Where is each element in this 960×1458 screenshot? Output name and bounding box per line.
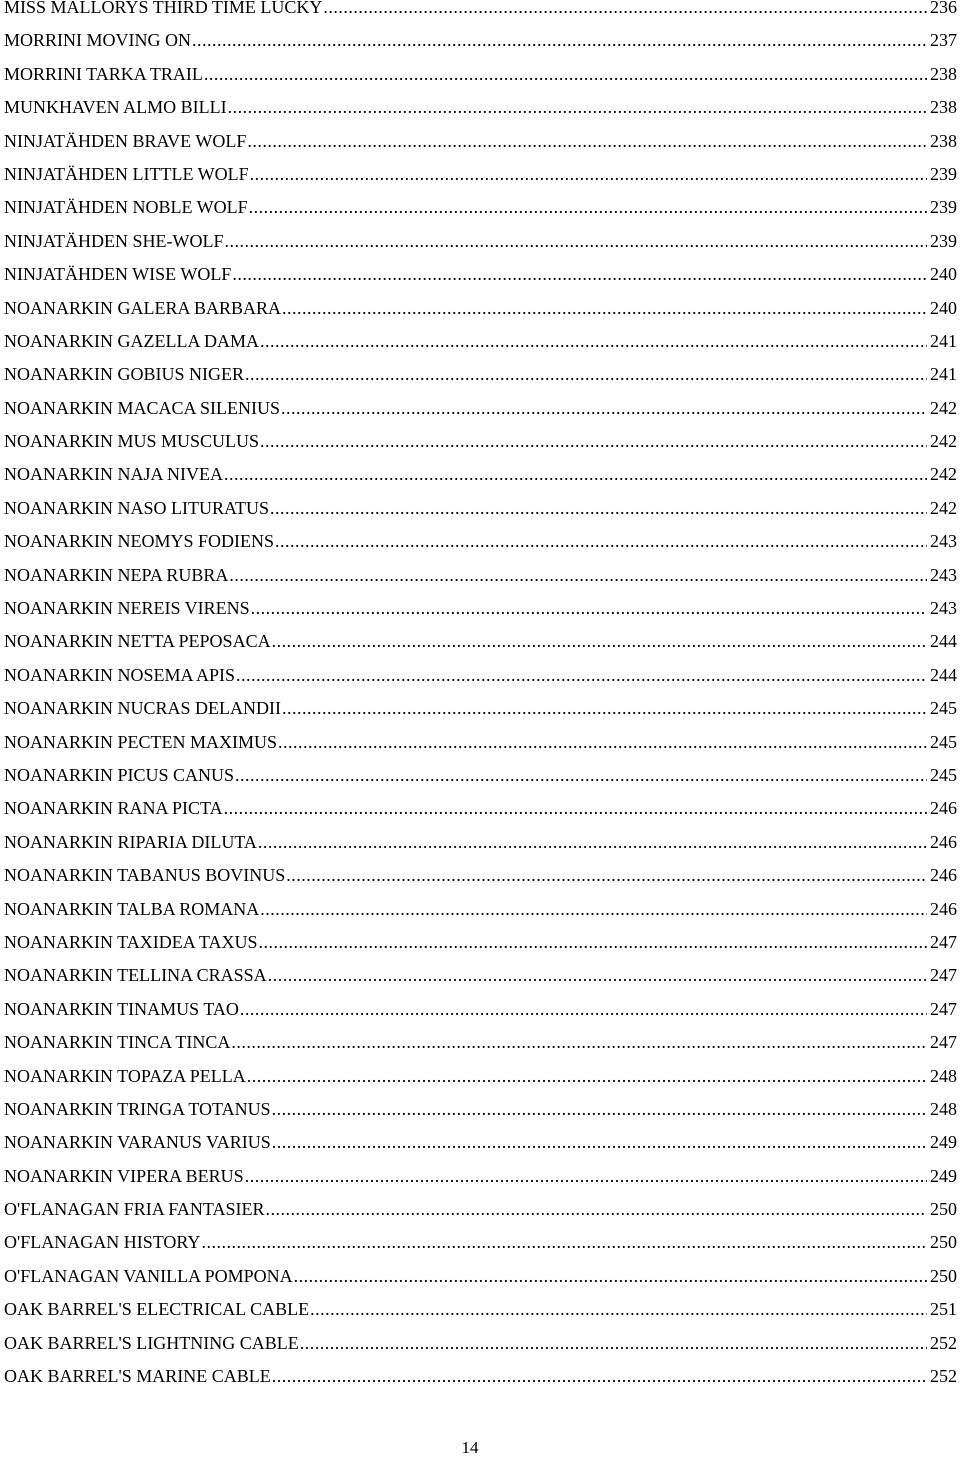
toc-entry-title: NOANARKIN NAJA NIVEA	[4, 464, 223, 485]
toc-entry-page: 238	[930, 130, 957, 151]
toc-entry-title: NOANARKIN TABANUS BOVINUS	[4, 865, 286, 886]
toc-entry[interactable]	[4, 1226, 957, 1259]
toc-entry-title: MISS MALLORYS THIRD TIME LUCKY	[4, 0, 323, 17]
toc-entry-title: NOANARKIN PECTEN MAXIMUS	[4, 731, 278, 752]
toc-entry-title: MORRINI MOVING ON	[4, 30, 191, 51]
toc-entry-page: 239	[930, 163, 957, 184]
toc-entry[interactable]	[4, 191, 957, 224]
toc-entry[interactable]	[4, 1126, 957, 1159]
toc-entry-title: NOANARKIN PICUS CANUS	[4, 764, 235, 785]
toc-entry[interactable]	[4, 1026, 957, 1059]
dot-leader	[258, 826, 927, 859]
toc-entry[interactable]	[4, 1160, 957, 1193]
toc-entry-page: 243	[930, 564, 957, 585]
toc-entry-title: OAK BARREL'S MARINE CABLE	[4, 1366, 271, 1387]
toc-entry-page: 248	[930, 1098, 957, 1119]
toc-entry-title: OAK BARREL'S LIGHTNING CABLE	[4, 1332, 299, 1353]
toc-entry-title: NOANARKIN VIPERA BERUS	[4, 1165, 244, 1186]
dot-leader	[245, 358, 927, 391]
toc-entry[interactable]	[4, 1260, 957, 1293]
dot-leader	[286, 859, 927, 892]
toc-entry-page: 252	[930, 1366, 957, 1387]
toc-entry-title: NOANARKIN RANA PICTA	[4, 798, 223, 819]
toc-entry-page: 245	[930, 731, 957, 752]
toc-entry-title: NOANARKIN NOSEMA APIS	[4, 664, 236, 685]
dot-leader	[229, 559, 927, 592]
toc-entry-title: NOANARKIN TALBA ROMANA	[4, 898, 260, 919]
toc-entry-page: 245	[930, 764, 957, 785]
toc-entry-page: 245	[930, 698, 957, 719]
dot-leader	[281, 392, 927, 425]
toc-entry[interactable]	[4, 692, 957, 725]
toc-entry-page: 250	[930, 1199, 957, 1220]
dot-leader	[260, 893, 927, 926]
toc-entry-page: 238	[930, 97, 957, 118]
dot-leader	[282, 292, 927, 325]
dot-leader	[278, 726, 927, 759]
toc-entry-page: 242	[930, 431, 957, 452]
toc-entry-page: 239	[930, 230, 957, 251]
toc-entry-title: NOANARKIN NUCRAS DELANDII	[4, 698, 281, 719]
toc-entry-title: NOANARKIN TRINGA TOTANUS	[4, 1098, 271, 1119]
toc-entry-page: 237	[930, 30, 957, 51]
table-of-contents	[4, 0, 957, 1393]
page-number: 14	[461, 1438, 479, 1457]
toc-entry-page: 241	[930, 364, 957, 385]
toc-entry-page: 250	[930, 1265, 957, 1286]
toc-entry[interactable]	[4, 1327, 957, 1360]
toc-entry[interactable]	[4, 1193, 957, 1226]
dot-leader	[272, 1093, 927, 1126]
toc-entry[interactable]	[4, 792, 957, 825]
toc-entry-page: 246	[930, 898, 957, 919]
dot-leader	[258, 926, 927, 959]
dot-leader	[282, 692, 927, 725]
toc-entry-title: O'FLANAGAN FRIA FANTASIER	[4, 1199, 265, 1220]
dot-leader	[224, 792, 927, 825]
dot-leader	[294, 1260, 927, 1293]
dot-leader	[272, 1360, 927, 1393]
toc-entry-page: 246	[930, 865, 957, 886]
toc-entry-page: 240	[930, 297, 957, 318]
toc-entry[interactable]	[4, 358, 957, 391]
dot-leader	[204, 58, 927, 91]
dot-leader	[268, 959, 927, 992]
toc-entry-title: MUNKHAVEN ALMO BILLI	[4, 97, 227, 118]
toc-entry-title: NOANARKIN NETTA PEPOSACA	[4, 631, 271, 652]
toc-entry[interactable]	[4, 392, 957, 425]
toc-entry-page: 242	[930, 397, 957, 418]
toc-entry-title: O'FLANAGAN VANILLA POMPONA	[4, 1265, 293, 1286]
toc-entry-title: NINJATÄHDEN WISE WOLF	[4, 264, 232, 285]
dot-leader	[260, 425, 927, 458]
toc-entry-title: NINJATÄHDEN LITTLE WOLF	[4, 163, 249, 184]
toc-entry-title: NOANARKIN NEREIS VIRENS	[4, 598, 250, 619]
dot-leader	[272, 1126, 927, 1159]
toc-entry-page: 240	[930, 264, 957, 285]
dot-leader	[300, 1327, 927, 1360]
toc-entry[interactable]	[4, 458, 957, 491]
toc-entry-title: O'FLANAGAN HISTORY	[4, 1232, 201, 1253]
toc-entry-title: NOANARKIN MUS MUSCULUS	[4, 431, 260, 452]
toc-entry[interactable]	[4, 625, 957, 658]
dot-leader	[249, 191, 927, 224]
dot-leader	[201, 1226, 927, 1259]
toc-entry-title: NOANARKIN NEOMYS FODIENS	[4, 531, 275, 552]
toc-entry[interactable]	[4, 292, 957, 325]
toc-entry-page: 244	[930, 664, 957, 685]
dot-leader	[270, 492, 927, 525]
toc-entry[interactable]	[4, 425, 957, 458]
toc-entry-title: NOANARKIN TINCA TINCA	[4, 1032, 231, 1053]
toc-entry-page: 236	[930, 0, 957, 17]
toc-entry[interactable]	[4, 859, 957, 892]
toc-entry[interactable]	[4, 926, 957, 959]
toc-entry[interactable]	[4, 158, 957, 191]
dot-leader	[224, 458, 927, 491]
dot-leader	[251, 592, 927, 625]
toc-entry-page: 241	[930, 330, 957, 351]
toc-entry-page: 242	[930, 497, 957, 518]
toc-entry-title: NOANARKIN TINAMUS TAO	[4, 998, 239, 1019]
dot-leader	[323, 0, 927, 24]
dot-leader	[275, 525, 927, 558]
toc-entry[interactable]	[4, 759, 957, 792]
toc-entry[interactable]	[4, 258, 957, 291]
toc-entry[interactable]	[4, 0, 957, 24]
toc-entry[interactable]	[4, 1293, 957, 1326]
toc-entry[interactable]	[4, 559, 957, 592]
toc-entry-title: NOANARKIN GALERA BARBARA	[4, 297, 282, 318]
toc-entry-page: 243	[930, 531, 957, 552]
toc-entry[interactable]	[4, 492, 957, 525]
dot-leader	[236, 659, 927, 692]
toc-entry-title: NOANARKIN NEPA RUBRA	[4, 564, 229, 585]
toc-entry-title: NOANARKIN NASO LITURATUS	[4, 497, 269, 518]
toc-entry[interactable]	[4, 726, 957, 759]
dot-leader	[231, 1026, 927, 1059]
toc-entry[interactable]	[4, 1060, 957, 1093]
toc-entry-page: 242	[930, 464, 957, 485]
toc-entry[interactable]	[4, 325, 957, 358]
toc-entry-page: 247	[930, 998, 957, 1019]
dot-leader	[235, 759, 927, 792]
dot-leader	[240, 993, 927, 1026]
dot-leader	[310, 1293, 927, 1326]
toc-entry-title: NOANARKIN RIPARIA DILUTA	[4, 831, 257, 852]
dot-leader	[272, 625, 927, 658]
toc-entry[interactable]	[4, 1360, 957, 1393]
toc-entry-page: 238	[930, 63, 957, 84]
toc-entry-title: OAK BARREL'S ELECTRICAL CABLE	[4, 1299, 310, 1320]
toc-entry-title: NOANARKIN GAZELLA DAMA	[4, 330, 259, 351]
dot-leader	[228, 91, 927, 124]
toc-entry-page: 251	[930, 1299, 957, 1320]
toc-entry-page: 246	[930, 831, 957, 852]
dot-leader	[224, 225, 927, 258]
toc-entry[interactable]	[4, 525, 957, 558]
toc-entry-page: 248	[930, 1065, 957, 1086]
toc-entry-page: 239	[930, 197, 957, 218]
toc-entry-title: NOANARKIN TAXIDEA TAXUS	[4, 931, 258, 952]
toc-entry[interactable]	[4, 592, 957, 625]
toc-entry-title: MORRINI TARKA TRAIL	[4, 63, 203, 84]
toc-entry-page: 249	[930, 1132, 957, 1153]
toc-entry-title: NOANARKIN TOPAZA PELLA	[4, 1065, 246, 1086]
toc-entry-title: NOANARKIN GOBIUS NIGER	[4, 364, 244, 385]
dot-leader	[260, 325, 927, 358]
toc-entry-title: NINJATÄHDEN SHE-WOLF	[4, 230, 224, 251]
toc-entry-page: 247	[930, 931, 957, 952]
toc-entry-page: 243	[930, 598, 957, 619]
toc-entry-page: 247	[930, 1032, 957, 1053]
toc-entry[interactable]	[4, 659, 957, 692]
toc-entry-page: 247	[930, 965, 957, 986]
toc-entry-title: NINJATÄHDEN NOBLE WOLF	[4, 197, 248, 218]
dot-leader	[245, 1160, 927, 1193]
toc-entry[interactable]	[4, 58, 957, 91]
dot-leader	[247, 1060, 927, 1093]
toc-entry-page: 249	[930, 1165, 957, 1186]
dot-leader	[232, 258, 927, 291]
toc-entry-title: NOANARKIN TELLINA CRASSA	[4, 965, 267, 986]
toc-entry[interactable]	[4, 893, 957, 926]
toc-entry[interactable]	[4, 959, 957, 992]
dot-leader	[266, 1193, 928, 1226]
dot-leader	[192, 24, 927, 57]
toc-entry[interactable]	[4, 125, 957, 158]
toc-entry-page: 252	[930, 1332, 957, 1353]
toc-entry-title: NOANARKIN MACACA SILENIUS	[4, 397, 281, 418]
toc-entry[interactable]	[4, 225, 957, 258]
toc-entry[interactable]	[4, 993, 957, 1026]
toc-entry[interactable]	[4, 826, 957, 859]
toc-entry[interactable]	[4, 24, 957, 57]
toc-entry-page: 246	[930, 798, 957, 819]
toc-entry-page: 244	[930, 631, 957, 652]
toc-entry-title: NINJATÄHDEN BRAVE WOLF	[4, 130, 247, 151]
toc-entry-page: 250	[930, 1232, 957, 1253]
toc-entry[interactable]	[4, 1093, 957, 1126]
toc-entry-title: NOANARKIN VARANUS VARIUS	[4, 1132, 271, 1153]
dot-leader	[247, 125, 927, 158]
dot-leader	[250, 158, 927, 191]
toc-entry[interactable]	[4, 91, 957, 124]
